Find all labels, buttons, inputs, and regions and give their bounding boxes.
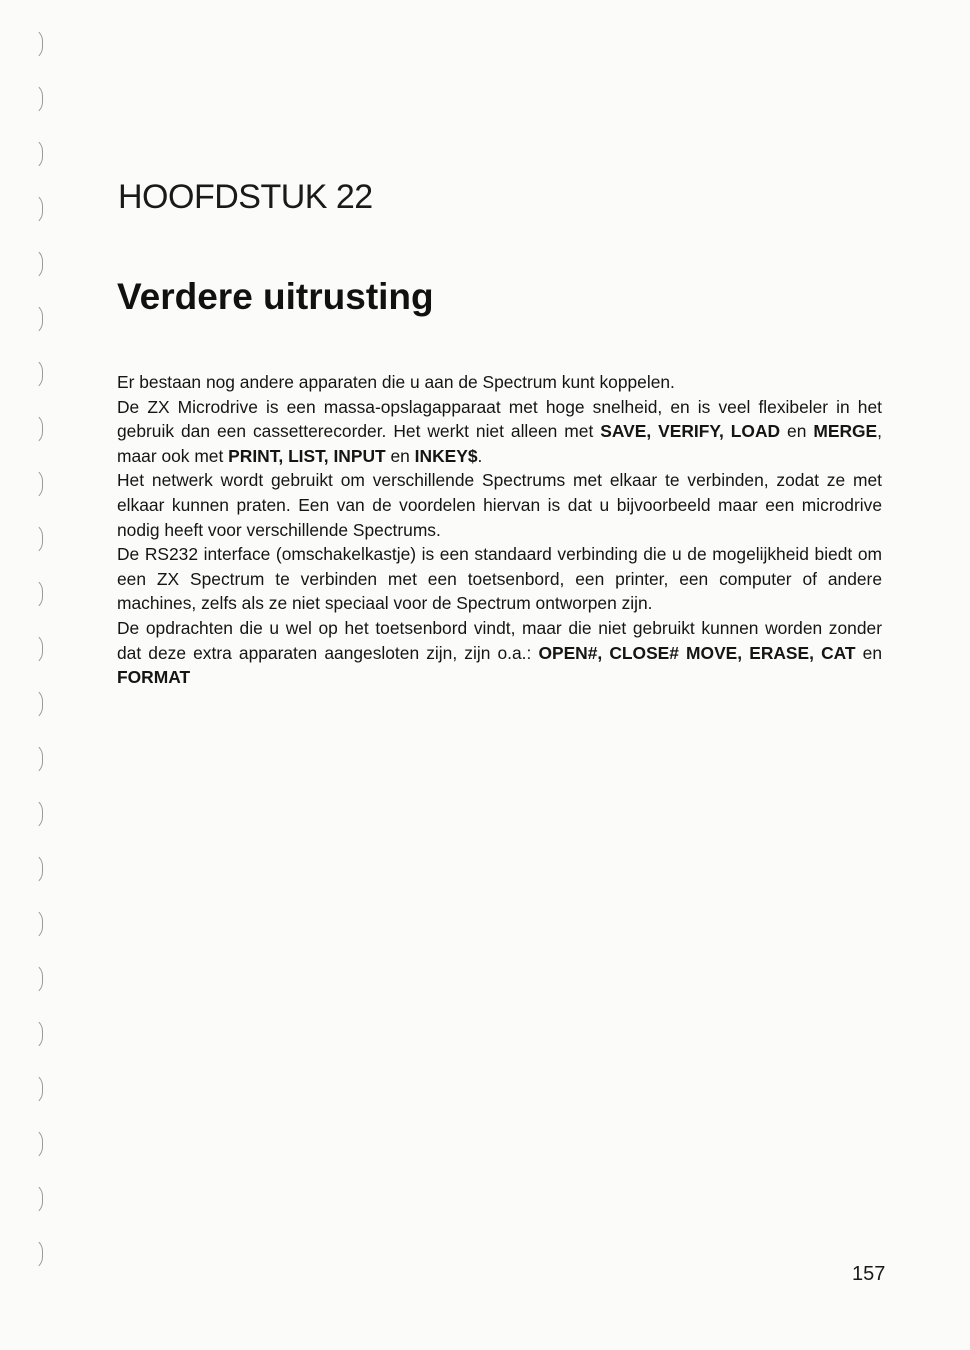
binding-hole [30, 413, 43, 445]
keyword: MERGE [813, 421, 878, 442]
text-run: Het netwerk wordt gebruikt om verschillende Spectrums met elkaar te verbinden, zodat ze met elkaar kunnen praten. Een van de voordelen hiervan is dat u bijvoorbeeld maar een microdrive nodig heeft voor verschillende Spectrums. [117, 470, 882, 540]
text-run: De RS232 interface (omschakelkastje) is een standaard verbinding die u de mogelijkheid biedt om een ZX Spectrum te verbinden met een toetsenbord, een printer, een computer of andere machines, zelfs als ze niet speciaal voor de Spectrum ontworpen zijn. [117, 544, 882, 614]
paragraph [117, 370, 882, 395]
binding-hole [30, 523, 43, 555]
binding-hole [30, 1183, 43, 1215]
paragraph [117, 395, 882, 469]
text-run: en [780, 421, 814, 442]
body-text [117, 370, 882, 690]
paragraph [117, 542, 882, 616]
keyword: PRINT, LIST, INPUT [228, 445, 386, 466]
chapter-title: Verdere uitrusting [117, 276, 434, 317]
binding-holes [0, 0, 70, 1350]
text-run: , maar ook met [117, 421, 882, 466]
chapter-label: HOOFDSTUK 22 [118, 178, 373, 216]
keyword: FORMAT [117, 667, 191, 688]
binding-hole [30, 303, 43, 335]
binding-hole [30, 578, 43, 610]
text-run: De ZX Microdrive is een massa-opslagapparaat met hoge snelheid, en is veel flexibeler in het gebruik dan een cassetterecorder. Het werkt niet alleen met [117, 396, 882, 442]
keyword: INKEY$ [414, 445, 478, 466]
binding-hole [30, 743, 43, 775]
binding-hole [30, 1018, 43, 1050]
text-run: Er bestaan nog andere apparaten die u aan de Spectrum kunt koppelen. [117, 372, 675, 392]
binding-hole [30, 688, 43, 720]
text-run: . [477, 445, 483, 466]
paragraph [117, 468, 882, 542]
binding-hole [30, 798, 43, 830]
binding-hole [30, 468, 43, 500]
binding-hole [30, 1128, 43, 1160]
keyword: SAVE, VERIFY, LOAD [600, 421, 781, 442]
binding-hole [30, 633, 43, 665]
binding-hole [30, 853, 43, 885]
text-run: De opdrachten die u wel op het toetsenbord vindt, maar die niet gebruikt kunnen worden zonder dat deze extra apparaten aangesloten zijn, zijn o.a.: [117, 617, 882, 663]
binding-hole [30, 138, 43, 170]
keyword: OPEN#, CLOSE# MOVE, ERASE, CAT [538, 642, 856, 663]
binding-hole [30, 248, 43, 280]
binding-hole [30, 1238, 43, 1270]
binding-hole [30, 908, 43, 940]
binding-hole [30, 28, 43, 60]
page-number: 157 [852, 1263, 886, 1285]
binding-hole [30, 193, 43, 225]
binding-hole [30, 83, 43, 115]
binding-hole [30, 963, 43, 995]
binding-hole [30, 358, 43, 390]
paragraph [117, 616, 882, 690]
binding-hole [30, 1073, 43, 1105]
text-run: en [855, 642, 883, 663]
text-run: en [385, 445, 415, 466]
